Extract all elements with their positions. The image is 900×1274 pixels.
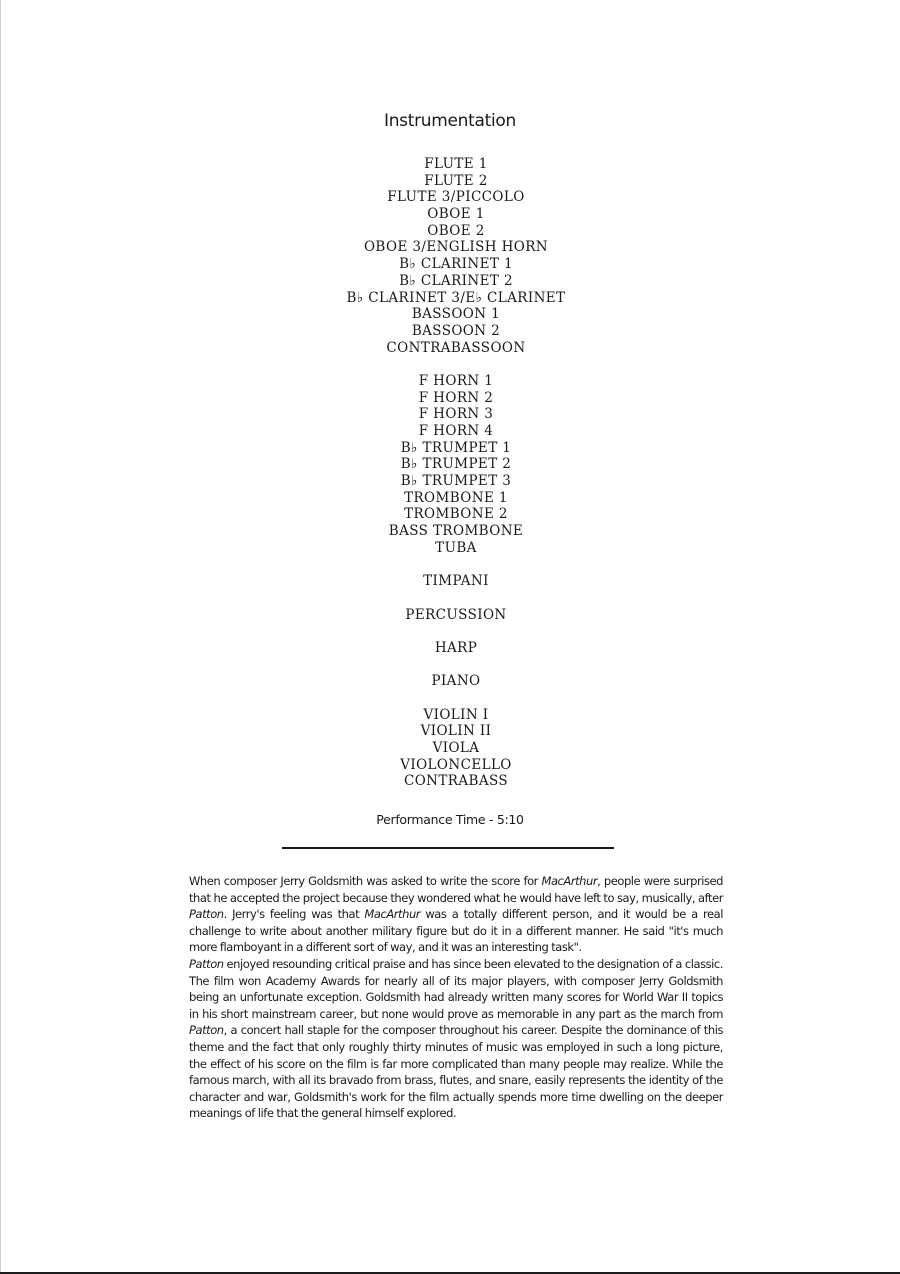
instrument-item: PIANO bbox=[431, 673, 481, 690]
instrument-item: B♭ CLARINET 2 bbox=[399, 272, 513, 289]
instrument-item: FLUTE 2 bbox=[424, 172, 488, 189]
instrument-group bbox=[0, 640, 900, 657]
instrument-item: B♭ TRUMPET 2 bbox=[400, 456, 512, 473]
instrument-item: BASSOON 2 bbox=[411, 322, 501, 339]
instrument-item: VIOLIN I bbox=[423, 706, 489, 723]
instrument-item: FLUTE 3/PICCOLO bbox=[387, 189, 525, 206]
instrument-item: CONTRABASSOON bbox=[386, 339, 526, 356]
instrument-group bbox=[0, 573, 900, 590]
instrument-item: VIOLA bbox=[432, 740, 480, 757]
instrument-item: PERCUSSION bbox=[405, 606, 507, 623]
instrument-item: TUBA bbox=[435, 539, 477, 556]
instrument-group bbox=[0, 373, 900, 557]
section-divider bbox=[282, 847, 614, 849]
instrument-item: B♭ CLARINET 3/E♭ CLARINET bbox=[346, 289, 566, 306]
instrument-item: F HORN 1 bbox=[418, 372, 494, 389]
instrument-item: VIOLONCELLO bbox=[400, 756, 512, 773]
instrument-item: TROMBONE 2 bbox=[404, 506, 508, 523]
instrument-item: F HORN 2 bbox=[418, 389, 494, 406]
instrument-item: B♭ TRUMPET 1 bbox=[400, 439, 512, 456]
instrumentation-list bbox=[0, 156, 900, 807]
instrument-item: TROMBONE 1 bbox=[404, 489, 508, 506]
instrument-item: VIOLIN II bbox=[420, 723, 492, 740]
instrument-item: CONTRABASS bbox=[403, 773, 509, 790]
instrument-item: HARP bbox=[434, 639, 478, 656]
instrument-item: FLUTE 1 bbox=[424, 156, 488, 172]
instrument-group bbox=[0, 156, 900, 356]
instrument-item: B♭ CLARINET 1 bbox=[399, 256, 513, 273]
instrument-item: OBOE 1 bbox=[427, 206, 485, 223]
page-title: Instrumentation bbox=[383, 111, 516, 131]
instrument-item: BASSOON 1 bbox=[411, 306, 501, 323]
instrument-item: OBOE 3/ENGLISH HORN bbox=[363, 239, 549, 256]
instrument-item: TIMPANI bbox=[423, 573, 489, 590]
program-notes bbox=[189, 873, 723, 1122]
instrument-item: OBOE 2 bbox=[427, 222, 485, 239]
performance-time: Performance Time - 5:10 bbox=[376, 812, 524, 827]
instrument-group bbox=[0, 607, 900, 624]
notes-paragraph-1: When composer Jerry Goldsmith was asked to write the score for MacArthur, people were surprised that he accepted the project because they wondered what he would have left to say, musically, after Patton. Jerry's feeling was that MacArthur was a totally different person, and it would be a real challenge to write about another military figure but do it in a different manner. He said "it's much more flamboyant in a different sort of way, and it was an interesting task". bbox=[189, 874, 724, 955]
instrument-group bbox=[0, 673, 900, 690]
instrument-item: B♭ TRUMPET 3 bbox=[400, 473, 512, 490]
instrument-item: F HORN 4 bbox=[418, 423, 494, 439]
instrument-item: BASS TROMBONE bbox=[388, 523, 524, 540]
instrument-group bbox=[0, 707, 900, 790]
notes-paragraph-2: Patton enjoyed resounding critical praise and has since been elevated to the designation of a classic. The film won Academy Awards for nearly all of its major players, with composer Jerry Goldsmith being an unfortunate exception. Goldsmith had already written many scores for World War II topics in his short mainstream career, but none would prove as memorable in any part as the march from Patton, a concert hall staple for the composer throughout his career. Despite the dominance of this theme and the fact that only roughly thirty minutes of music was employed in such a long picture, the effect of his score on the film is far more complicated than many people may realize. While the famous march, with all its bravado from brass, flutes, and snare, easily represents the identity of the character and war, Goldsmith's work for the film actually spends more time dwelling on the deeper meanings of life that the general himself explored. bbox=[189, 956, 723, 1121]
instrument-item: F HORN 3 bbox=[418, 406, 494, 423]
